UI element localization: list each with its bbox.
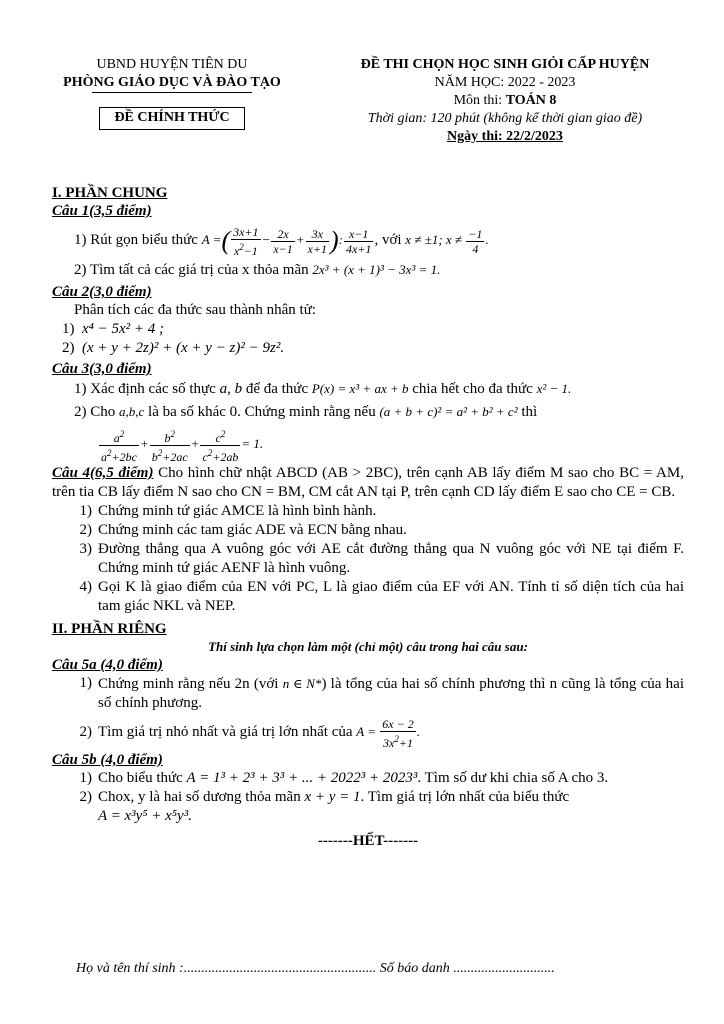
- candidate-info-line: Họ và tên thí sinh :....................................................... Số báo danh .............................: [76, 961, 555, 976]
- q4-title: Câu 4(6,5 điểm): [52, 465, 154, 481]
- issuer-line1: UBND HUYỆN TIÊN DU: [96, 57, 248, 72]
- q5a-item1-text-b: ) là tổng của hai số chính phương thì n cũng là tổng của hai số chính phương.: [98, 676, 684, 711]
- q3-item2-mid: là ba số khác 0. Chứng minh rằng nếu: [144, 404, 380, 420]
- q2-item1: [52, 320, 684, 339]
- subject-line: [318, 92, 692, 110]
- issuer-line2: PHÒNG GIÁO DỤC VÀ ĐÀO TẠO: [63, 75, 281, 90]
- q4-item: [52, 578, 684, 616]
- q1-title: Câu 1(3,5 điểm): [52, 203, 152, 219]
- q1-item2-equation: 2x³ + (x + 1)³ − 3x³ = 1.: [312, 262, 441, 277]
- q3-item1-ab: a, b: [219, 381, 243, 397]
- q3-item1-mid: để đa thức: [242, 381, 312, 397]
- q2-item1-expr: x⁴ − 5x² + 4 ;: [82, 321, 165, 337]
- q2-intro: Phân tích các đa thức sau thành nhân tử:: [74, 302, 317, 318]
- q4-item-num: 3): [79, 541, 92, 557]
- q2-item2-num: 2): [62, 340, 75, 356]
- part1-title: I. PHẦN CHUNG: [52, 185, 168, 201]
- q1-item2-text: 2) Tìm tất cả các giá trị của x thỏa mãn: [74, 262, 313, 278]
- exam-content: [52, 184, 684, 850]
- q4-item-num: 4): [79, 579, 92, 595]
- q3-item2-abc: a,b,c: [119, 404, 145, 419]
- q5b-item2-math: x + y = 1: [304, 789, 361, 805]
- q3-item2: [52, 400, 684, 424]
- q5b-item2-text-b: . Tìm giá trị lớn nhất của biểu thức: [360, 789, 570, 805]
- q2-item2: [52, 339, 684, 358]
- subject-prefix: Môn thi:: [453, 93, 506, 108]
- q3-identity: $\frac{a^2}{a^2+2bc}$ + $\frac{b^2}{b^2+2ac}$ + $\frac{c^2}{c^2+2ab}$ = 1.: [101, 428, 264, 464]
- issuer-block: [52, 56, 292, 130]
- q4-item-text: Gọi K là giao điểm của EN với PC, L là giao điểm của EF với AN. Tính tỉ số diện tích của hai tam giác NKL và NEP.: [98, 579, 684, 614]
- q5a-item1: [52, 674, 684, 713]
- q2-item2-expr: (x + y + 2z)² + (x + y − z)² − 9z².: [82, 340, 285, 356]
- q1-item1-text: 1) Rút gọn biểu thức: [74, 232, 202, 248]
- q3-item2-condition: (a + b + c)² = a² + b² + c²: [379, 404, 518, 419]
- q4-item-text: Chứng minh các tam giác ADE và ECN bằng nhau.: [98, 522, 407, 538]
- q5a-item1-num: 1): [79, 675, 92, 691]
- part2-title: II. PHẦN RIÊNG: [52, 621, 167, 637]
- q5b-item1-text-a: Cho biểu thức: [98, 770, 187, 786]
- q5b-item2-expr: A = x³y⁵ + x⁵y³.: [98, 808, 192, 824]
- q3-item1: [52, 378, 684, 400]
- q5a-item2-num: 2): [79, 724, 92, 740]
- q1-condition: x ≠ ±1; x ≠ $\frac{-1}{4}$ .: [405, 226, 489, 256]
- q4-item-num: 1): [79, 503, 92, 519]
- q5a-item2-text: Tìm giá trị nhỏ nhất và giá trị lớn nhất của: [98, 724, 357, 740]
- q3-item2-post: thì: [517, 404, 538, 420]
- time-limit: Thời gian: 120 phút (không kể thời gian giao đề): [367, 111, 643, 126]
- part2-note: Thí sinh lựa chọn làm một (chỉ một) câu trong hai câu sau:: [208, 639, 528, 654]
- q4-item-num: 2): [79, 522, 92, 538]
- q5b-item1-math: A = 1³ + 2³ + 3³ + ... + 2022³ + 2023³: [186, 770, 418, 786]
- q3-item2-pre: 2) Cho: [74, 404, 119, 420]
- q4-item: [52, 502, 684, 521]
- q1-item1: [52, 220, 684, 260]
- q1-expression: A =( $\frac{3x+1}{x^2-1}$ − $\frac{2x}{x-1}$ + $\frac{3x}{x+1}$ ): $\frac{x-1}{4x+1}$: [201, 224, 372, 258]
- q3-item1-mid2: chia hết cho đa thức: [408, 381, 537, 397]
- q5a-item1-math: n ∈ N*: [282, 676, 322, 691]
- q5b-title: Câu 5b (4,0 điểm): [52, 752, 163, 768]
- q4-intro: Cho hình chữ nhật ABCD (AB > 2BC), trên cạnh AB lấy điểm M sao cho BC = AM, trên tia CB lấy điểm N sao cho CN = BM, CM cắt AN tại P, trên cạnh CD lấy điểm E sao cho CE = CB.: [52, 465, 684, 500]
- q2-item1-num: 1): [62, 321, 75, 337]
- q1-item1-with: , với: [374, 232, 406, 248]
- end-marker: -------HẾT-------: [317, 833, 419, 849]
- q4-item-text: Chứng minh tứ giác AMCE là hình bình hành.: [98, 503, 377, 519]
- q5a-item1-text-a: Chứng minh rằng nếu 2n (với: [98, 676, 283, 692]
- q5b-item2-num: 2): [79, 789, 92, 805]
- official-label: ĐỀ CHÍNH THỨC: [99, 107, 244, 130]
- q3-item1-pre: 1) Xác định các số thực: [74, 381, 220, 397]
- q5b-item1: [52, 769, 684, 788]
- q5a-title: Câu 5a (4,0 điểm): [52, 657, 163, 673]
- subject: TOÁN 8: [505, 93, 557, 108]
- q5b-item2: [52, 788, 684, 826]
- exam-title-block: [318, 56, 692, 146]
- q4-item: [52, 540, 684, 578]
- exam-date: Ngày thi: 22/2/2023: [447, 129, 563, 144]
- issuer-rule: [92, 92, 252, 93]
- q4-item-text: Đường thẳng qua A vuông góc với AE cắt đường thẳng qua N vuông góc với NE tại điểm F. Chứng minh tứ giác AENF là hình vuông.: [98, 541, 684, 576]
- q5b-item1-text-b: . Tìm số dư khi chia số A cho 3.: [417, 770, 609, 786]
- q3-title: Câu 3(3,0 điểm): [52, 361, 152, 377]
- q4-item: [52, 521, 684, 540]
- q3-item1-divisor: x² − 1.: [536, 381, 572, 396]
- q5b-item2-text-a: Chox, y là hai số dương thỏa mãn: [98, 789, 305, 805]
- q4-block: [52, 464, 684, 502]
- q5b-item1-num: 1): [79, 770, 92, 786]
- q3-item1-poly: P(x) = x³ + ax + b: [311, 381, 409, 396]
- q1-item2: [52, 260, 684, 280]
- q5a-item2: [52, 713, 684, 751]
- school-year: NĂM HỌC: 2022 - 2023: [434, 75, 576, 90]
- q2-title: Câu 2(3,0 điểm): [52, 284, 152, 300]
- exam-title: ĐỀ THI CHỌN HỌC SINH GIỎI CẤP HUYỆN: [360, 57, 650, 72]
- q5a-item2-expr: A = $\frac{6x - 2}{3x^2+1}$ .: [356, 716, 420, 750]
